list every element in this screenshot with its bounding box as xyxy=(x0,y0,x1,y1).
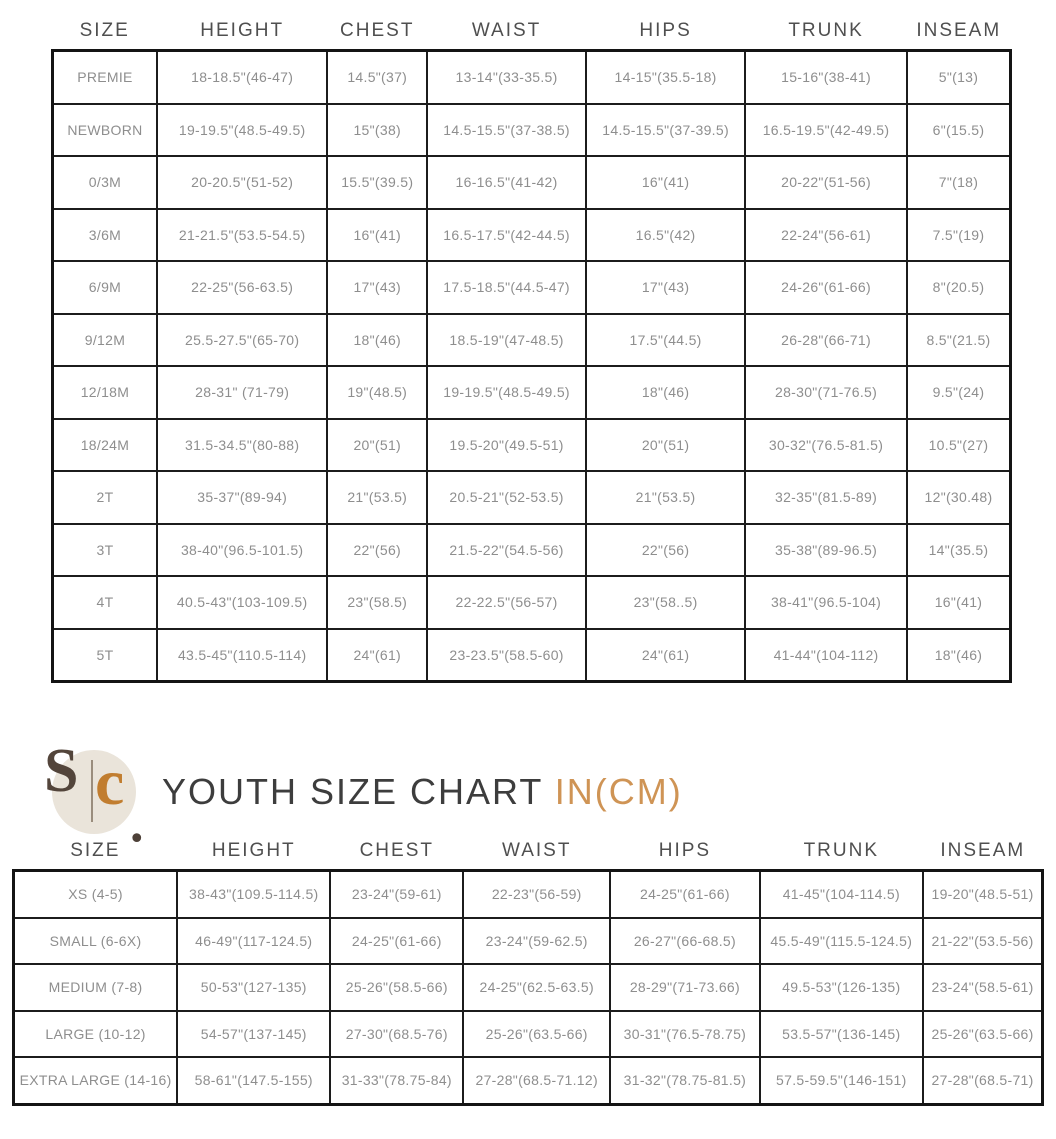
table-row xyxy=(53,524,1011,577)
column-header: HIPS xyxy=(639,20,692,41)
measurement-cell: 30-31"(76.5-78.75) xyxy=(610,1011,759,1058)
logo-letter-s: S xyxy=(44,737,79,805)
youth-size-table xyxy=(12,840,1044,1106)
measurement-cell: 25-26"(58.5-66) xyxy=(330,964,463,1011)
measurement-cell: 17"(43) xyxy=(327,261,427,314)
measurement-cell: 23"(58.5) xyxy=(327,576,427,629)
measurement-cell: 41-44"(104-112) xyxy=(745,629,907,682)
table-row xyxy=(53,366,1011,419)
measurement-cell: 19-19.5"(48.5-49.5) xyxy=(157,104,328,157)
measurement-cell: 35-37"(89-94) xyxy=(157,471,328,524)
measurement-cell: 18.5-19"(47-48.5) xyxy=(427,314,586,367)
measurement-cell: 16.5-19.5"(42-49.5) xyxy=(745,104,907,157)
size-label-cell: 9/12M xyxy=(53,314,157,367)
measurement-cell: 22-22.5"(56-57) xyxy=(427,576,586,629)
measurement-cell: 21"(53.5) xyxy=(327,471,427,524)
measurement-cell: 19-19.5"(48.5-49.5) xyxy=(427,366,586,419)
measurement-cell: 14-15"(35.5-18) xyxy=(586,51,745,104)
measurement-cell: 9.5"(24) xyxy=(907,366,1011,419)
page-title-main: YOUTH SIZE CHART xyxy=(162,771,555,812)
measurement-cell: 17"(43) xyxy=(586,261,745,314)
youth-table-header xyxy=(14,840,1043,871)
logo-letter-c: c xyxy=(95,746,125,819)
measurement-cell: 20-22"(51-56) xyxy=(745,156,907,209)
measurement-cell: 14.5-15.5"(37-39.5) xyxy=(586,104,745,157)
column-header: SIZE xyxy=(70,840,121,861)
measurement-cell: 28-30"(71-76.5) xyxy=(745,366,907,419)
column-header: HEIGHT xyxy=(211,840,296,861)
table-row xyxy=(53,576,1011,629)
measurement-cell: 22-24"(56-61) xyxy=(745,209,907,262)
measurement-cell: 27-28"(68.5-71) xyxy=(923,1057,1042,1104)
measurement-cell: 14"(35.5) xyxy=(907,524,1011,577)
measurement-cell: 38-40"(96.5-101.5) xyxy=(157,524,328,577)
column-header: HEIGHT xyxy=(200,20,285,41)
size-label-cell: 4T xyxy=(53,576,157,629)
measurement-cell: 31.5-34.5"(80-88) xyxy=(157,419,328,472)
measurement-cell: 38-41"(96.5-104) xyxy=(745,576,907,629)
measurement-cell: 22"(56) xyxy=(586,524,745,577)
column-header: WAIST xyxy=(471,20,542,41)
table-row xyxy=(14,1011,1043,1058)
measurement-cell: 8"(20.5) xyxy=(907,261,1011,314)
measurement-cell: 18-18.5"(46-47) xyxy=(157,51,328,104)
measurement-cell: 25.5-27.5"(65-70) xyxy=(157,314,328,367)
measurement-cell: 43.5-45"(110.5-114) xyxy=(157,629,328,682)
column-header: TRUNK xyxy=(803,840,880,861)
measurement-cell: 45.5-49"(115.5-124.5) xyxy=(760,918,924,965)
measurement-cell: 28-31" (71-79) xyxy=(157,366,328,419)
measurement-cell: 46-49"(117-124.5) xyxy=(177,918,330,965)
measurement-cell: 25-26"(63.5-66) xyxy=(463,1011,610,1058)
table-row xyxy=(53,51,1011,104)
table-row xyxy=(53,471,1011,524)
measurement-cell: 25-26"(63.5-66) xyxy=(923,1011,1042,1058)
measurement-cell: 24"(61) xyxy=(586,629,745,682)
youth-table-body xyxy=(14,871,1043,1105)
measurement-cell: 24-25"(61-66) xyxy=(330,918,463,965)
measurement-cell: 21"(53.5) xyxy=(586,471,745,524)
measurement-cell: 18"(46) xyxy=(586,366,745,419)
measurement-cell: 19"(48.5) xyxy=(327,366,427,419)
measurement-cell: 22-25"(56-63.5) xyxy=(157,261,328,314)
measurement-cell: 26-27"(66-68.5) xyxy=(610,918,759,965)
toddler-table-body xyxy=(53,51,1011,682)
table-row xyxy=(53,419,1011,472)
measurement-cell: 31-33"(78.75-84) xyxy=(330,1057,463,1104)
measurement-cell: 14.5"(37) xyxy=(327,51,427,104)
measurement-cell: 38-43"(109.5-114.5) xyxy=(177,871,330,918)
measurement-cell: 21-22"(53.5-56) xyxy=(923,918,1042,965)
measurement-cell: 16"(41) xyxy=(907,576,1011,629)
size-label-cell: NEWBORN xyxy=(53,104,157,157)
size-label-cell: EXTRA LARGE (14-16) xyxy=(14,1057,178,1104)
toddler-size-table xyxy=(51,20,1012,683)
measurement-cell: 40.5-43"(103-109.5) xyxy=(157,576,328,629)
column-header: CHEST xyxy=(359,840,434,861)
measurement-cell: 35-38"(89-96.5) xyxy=(745,524,907,577)
measurement-cell: 58-61"(147.5-155) xyxy=(177,1057,330,1104)
measurement-cell: 24-25"(61-66) xyxy=(610,871,759,918)
measurement-cell: 12"(30.48) xyxy=(907,471,1011,524)
column-header: CHEST xyxy=(340,20,415,41)
table-row xyxy=(14,918,1043,965)
logo-divider xyxy=(91,760,93,822)
column-header: HIPS xyxy=(658,840,712,861)
measurement-cell: 20-20.5"(51-52) xyxy=(157,156,328,209)
measurement-cell: 19.5-20"(49.5-51) xyxy=(427,419,586,472)
size-label-cell: PREMIE xyxy=(53,51,157,104)
measurement-cell: 24-26"(61-66) xyxy=(745,261,907,314)
measurement-cell: 16"(41) xyxy=(327,209,427,262)
size-label-cell: XS (4-5) xyxy=(14,871,178,918)
measurement-cell: 16.5-17.5"(42-44.5) xyxy=(427,209,586,262)
measurement-cell: 10.5"(27) xyxy=(907,419,1011,472)
measurement-cell: 24-25"(62.5-63.5) xyxy=(463,964,610,1011)
measurement-cell: 20.5-21"(52-53.5) xyxy=(427,471,586,524)
column-header: SIZE xyxy=(79,20,130,41)
measurement-cell: 50-53"(127-135) xyxy=(177,964,330,1011)
measurement-cell: 20"(51) xyxy=(586,419,745,472)
measurement-cell: 41-45"(104-114.5) xyxy=(760,871,924,918)
measurement-cell: 17.5"(44.5) xyxy=(586,314,745,367)
measurement-cell: 27-30"(68.5-76) xyxy=(330,1011,463,1058)
table-row xyxy=(53,629,1011,682)
page-title xyxy=(162,771,683,813)
size-label-cell: LARGE (10-12) xyxy=(14,1011,178,1058)
measurement-cell: 32-35"(81.5-89) xyxy=(745,471,907,524)
size-label-cell: SMALL (6-6X) xyxy=(14,918,178,965)
size-label-cell: 3T xyxy=(53,524,157,577)
measurement-cell: 28-29"(71-73.66) xyxy=(610,964,759,1011)
size-label-cell: 3/6M xyxy=(53,209,157,262)
table-row xyxy=(53,314,1011,367)
measurement-cell: 24"(61) xyxy=(327,629,427,682)
measurement-cell: 22"(56) xyxy=(327,524,427,577)
header-row xyxy=(53,20,1011,51)
measurement-cell: 16.5"(42) xyxy=(586,209,745,262)
measurement-cell: 27-28"(68.5-71.12) xyxy=(463,1057,610,1104)
measurement-cell: 49.5-53"(126-135) xyxy=(760,964,924,1011)
header-row xyxy=(14,840,1043,871)
measurement-cell: 15-16"(38-41) xyxy=(745,51,907,104)
measurement-cell: 57.5-59.5"(146-151) xyxy=(760,1057,924,1104)
measurement-cell: 5"(13) xyxy=(907,51,1011,104)
measurement-cell: 53.5-57"(136-145) xyxy=(760,1011,924,1058)
size-label-cell: 12/18M xyxy=(53,366,157,419)
size-label-cell: 18/24M xyxy=(53,419,157,472)
measurement-cell: 19-20"(48.5-51) xyxy=(923,871,1042,918)
size-label-cell: 5T xyxy=(53,629,157,682)
measurement-cell: 15.5"(39.5) xyxy=(327,156,427,209)
size-label-cell: 0/3M xyxy=(53,156,157,209)
measurement-cell: 31-32"(78.75-81.5) xyxy=(610,1057,759,1104)
page-title-unit: IN(CM) xyxy=(554,771,683,812)
measurement-cell: 13-14"(33-35.5) xyxy=(427,51,586,104)
measurement-cell: 23-24"(58.5-61) xyxy=(923,964,1042,1011)
measurement-cell: 20"(51) xyxy=(327,419,427,472)
table-row xyxy=(53,209,1011,262)
measurement-cell: 18"(46) xyxy=(907,629,1011,682)
table-row xyxy=(53,261,1011,314)
table-row xyxy=(53,156,1011,209)
measurement-cell: 14.5-15.5"(37-38.5) xyxy=(427,104,586,157)
size-label-cell: MEDIUM (7-8) xyxy=(14,964,178,1011)
measurement-cell: 16"(41) xyxy=(586,156,745,209)
table-row xyxy=(14,1057,1043,1104)
measurement-cell: 15"(38) xyxy=(327,104,427,157)
measurement-cell: 8.5"(21.5) xyxy=(907,314,1011,367)
logo-period: . xyxy=(130,793,144,853)
size-label-cell: 2T xyxy=(53,471,157,524)
measurement-cell: 7.5"(19) xyxy=(907,209,1011,262)
measurement-cell: 21.5-22"(54.5-56) xyxy=(427,524,586,577)
measurement-cell: 23-23.5"(58.5-60) xyxy=(427,629,586,682)
measurement-cell: 18"(46) xyxy=(327,314,427,367)
measurement-cell: 6"(15.5) xyxy=(907,104,1011,157)
toddler-table-header xyxy=(53,20,1011,51)
measurement-cell: 26-28"(66-71) xyxy=(745,314,907,367)
column-header: WAIST xyxy=(501,840,572,861)
measurement-cell: 23"(58..5) xyxy=(586,576,745,629)
toddler-size-chart xyxy=(51,20,1012,683)
measurement-cell: 30-32"(76.5-81.5) xyxy=(745,419,907,472)
table-row xyxy=(53,104,1011,157)
measurement-cell: 21-21.5"(53.5-54.5) xyxy=(157,209,328,262)
measurement-cell: 17.5-18.5"(44.5-47) xyxy=(427,261,586,314)
measurement-cell: 23-24"(59-61) xyxy=(330,871,463,918)
measurement-cell: 23-24"(59-62.5) xyxy=(463,918,610,965)
measurement-cell: 16-16.5"(41-42) xyxy=(427,156,586,209)
table-row xyxy=(14,964,1043,1011)
measurement-cell: 54-57"(137-145) xyxy=(177,1011,330,1058)
column-header: TRUNK xyxy=(788,20,864,41)
table-row xyxy=(14,871,1043,918)
measurement-cell: 7"(18) xyxy=(907,156,1011,209)
size-label-cell: 6/9M xyxy=(53,261,157,314)
youth-size-chart xyxy=(12,840,1044,1106)
column-header: INSEAM xyxy=(940,840,1026,861)
column-header: INSEAM xyxy=(916,20,1002,41)
measurement-cell: 22-23"(56-59) xyxy=(463,871,610,918)
